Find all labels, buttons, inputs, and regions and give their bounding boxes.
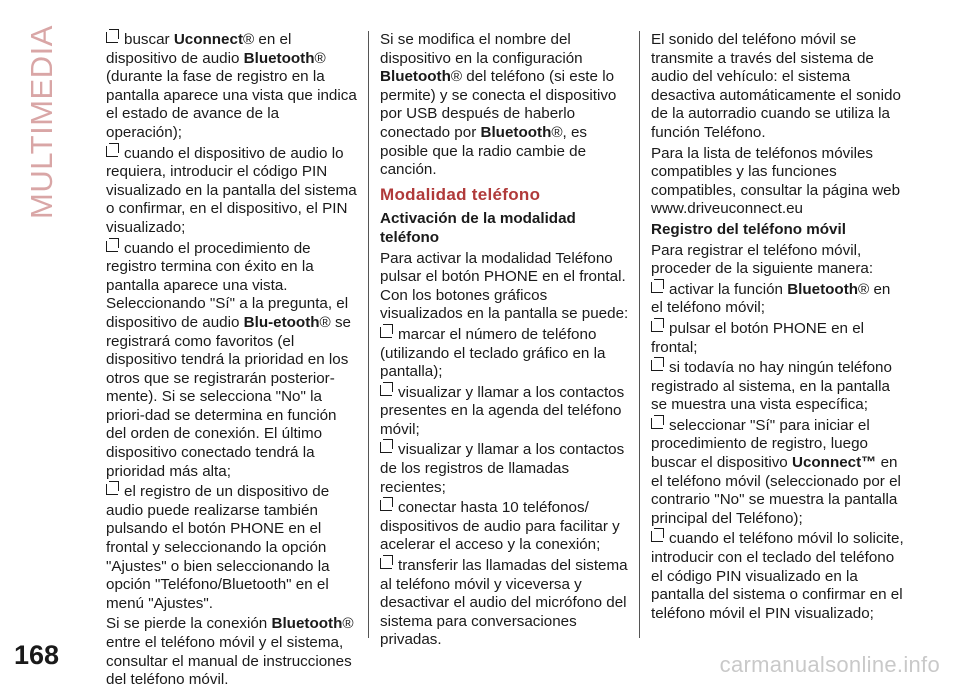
paragraph: Para activar la modalidad Teléfono pulsar el botón PHONE en el frontal. Con los botones gráficos visualizados en la pantalla se puede: xyxy=(380,249,629,323)
paragraph: Si se modifica el nombre del dispositivo en la configuración Bluetooth® del teléfono (si este lo permite) y se conecta el dispositivo por USB después de haberlo conectado por Bluetooth®, es posible que la radio cambie de canción. xyxy=(380,31,617,179)
paragraph: El sonido del teléfono móvil se transmite a través del sistema de audio del vehículo: el sistema desactiva automáticamente el sonido de la autorradio cuando se utiliza la función Teléfono. xyxy=(651,31,901,141)
bullet-icon xyxy=(651,418,663,429)
watermark-text: carmanualsonline.info xyxy=(719,652,940,677)
text-column-2 xyxy=(380,31,633,652)
page-number: 168 xyxy=(14,640,60,670)
bullet-item: visualizar y llamar a los contactos presentes en la agenda del teléfono móvil; xyxy=(380,383,625,438)
side-label-text: MULTIMEDIA xyxy=(24,25,59,219)
bullet-item: activar la función Bluetooth® en el teléfono móvil; xyxy=(651,280,891,317)
text-column-1 xyxy=(106,31,359,692)
bullet-icon xyxy=(651,282,663,293)
bullet-icon xyxy=(380,500,392,511)
paragraph: Si se pierde la conexión Bluetooth® entre el teléfono móvil y el sistema, consultar el manual de instrucciones del teléfono móvil. xyxy=(106,615,354,689)
bullet-icon xyxy=(106,241,118,252)
bullet-icon xyxy=(106,32,118,43)
bullet-item: si todavía no hay ningún teléfono registrado al sistema, en la pantalla se muestra una vista específica; xyxy=(651,359,892,414)
subheading: Registro del teléfono móvil xyxy=(651,220,846,238)
bullet-item: cuando el procedimiento de registro termina con éxito en la pantalla aparece una vista. Seleccionando "Sí" a la pregunta, el dispositivo de audio Blu-etooth® se registrará como favoritos (el dispositivo tendrá la prioridad en los otros que se registrarán posterior-mente). Si se selecciona "No" la priori-dad se determina en función del orden de conexión. El último dispositivo conectado tendrá la prioridad más alta; xyxy=(106,239,351,480)
bullet-item: buscar Uconnect® en el dispositivo de audio Bluetooth® (durante la fase de registro en la pantalla aparece una vista que indica el estado de avance de la operación); xyxy=(106,31,357,141)
bullet-item: visualizar y llamar a los contactos de los registros de llamadas recientes; xyxy=(380,441,625,496)
paragraph: Para la lista de teléfonos móviles compatibles y las funciones compatibles, consultar la página web www.driveuconnect.eu xyxy=(651,144,901,218)
bullet-item: cuando el teléfono móvil lo solicite, introducir con el teclado del teléfono el código PIN visualizado en la pantalla del sistema o confirmar en el teléfono móvil el PIN visualizado; xyxy=(651,530,904,622)
bullet-icon xyxy=(380,442,392,453)
column-divider xyxy=(639,31,640,638)
bullet-item: transferir las llamadas del sistema al teléfono móvil y viceversa y desactivar el audio del micrófono del sistema para conversaciones privadas. xyxy=(380,557,628,649)
column-divider xyxy=(368,31,369,638)
text-column-3 xyxy=(651,31,905,625)
bullet-item: conectar hasta 10 teléfonos/ dispositivos de audio para facilitar y acelerar el acceso y la conexión; xyxy=(380,499,620,554)
bullet-icon xyxy=(106,146,118,157)
bullet-item: seleccionar "Sí" para iniciar el procedimiento de registro, luego buscar el dispositivo Uconnect™ en el teléfono móvil (seleccionado por el contrario "No" se muestra la pantalla principal del Teléfono); xyxy=(651,416,901,527)
section-title: Modalidad teléfono xyxy=(380,184,541,204)
bullet-item: marcar el número de teléfono (utilizando el teclado gráfico en la pantalla); xyxy=(380,325,606,381)
bullet-icon xyxy=(106,484,118,495)
bullet-icon xyxy=(380,385,392,396)
bullet-icon xyxy=(380,558,392,569)
paragraph: Para registrar el teléfono móvil, proceder de la siguiente manera: xyxy=(651,241,874,278)
bullet-item: el registro de un dispositivo de audio puede realizarse también pulsando el botón PHONE en el frontal y seleccionando la opción "Ajustes" o bien seleccionando la opción "Teléfono/Bluetooth" en el menú "Ajustes". xyxy=(106,483,330,612)
section-side-label xyxy=(16,16,66,219)
bullet-icon xyxy=(651,531,663,542)
bullet-icon xyxy=(380,327,392,338)
bullet-icon xyxy=(651,321,663,332)
subheading: Activación de la modalidad teléfono xyxy=(380,210,576,246)
bullet-item: pulsar el botón PHONE en el frontal; xyxy=(651,319,865,356)
bullet-icon xyxy=(651,360,663,371)
bullet-item: cuando el dispositivo de audio lo requiera, introducir el código PIN visualizado en la pantalla del sistema o confirmar, en el dispositivo, el PIN visualizado; xyxy=(106,144,357,236)
